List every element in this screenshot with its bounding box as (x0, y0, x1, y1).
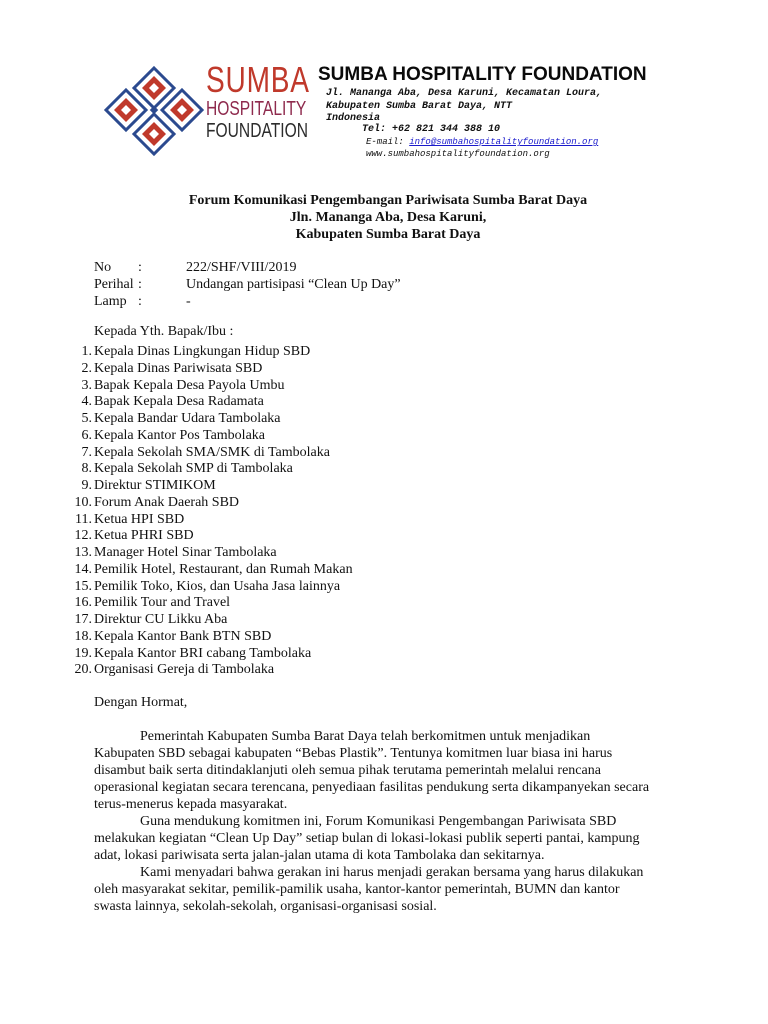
logo-wordmark (206, 59, 310, 142)
ref-label: Perihal (94, 276, 134, 292)
address-line: Jl. Mananga Aba, Desa Karuni, Kecamatan Loura, (326, 88, 603, 99)
org-email-line (366, 137, 598, 147)
ref-label: No (94, 260, 112, 275)
recipient-name: Kepala Bandar Udara Tambolaka (94, 411, 281, 426)
ref-value: 222/SHF/VIII/2019 (186, 260, 297, 275)
recipient-number: 4. (81, 394, 92, 410)
recipient-name: Pemilik Toko, Kios, dan Usaha Jasa lainnya (94, 578, 341, 594)
org-address (326, 88, 602, 126)
recipient-name: Kepala Sekolah SMP di Tambolaka (94, 461, 293, 477)
recipient-name: Pemilik Hotel, Restaurant, dan Rumah Makan (94, 561, 353, 577)
forum-heading (0, 192, 768, 243)
org-website[interactable]: www.sumbahospitalityfoundation.org (366, 149, 550, 159)
recipient-number: 6. (81, 427, 92, 443)
letter-body (94, 728, 654, 915)
email-link[interactable]: info@sumbahospitalityfoundation.org (409, 137, 599, 147)
recipient-number: 10. (74, 494, 92, 510)
org-name: SUMBA HOSPITALITY FOUNDATION (318, 64, 647, 85)
forum-heading-line: Kabupaten Sumba Barat Daya (295, 227, 481, 242)
ref-colon: : (138, 260, 142, 275)
ref-label: Lamp (94, 293, 127, 309)
foundation-logo (104, 59, 310, 162)
recipient-name: Kepala Kantor Pos Tambolaka (94, 427, 265, 443)
org-phone: Tel: +62 821 344 388 10 (362, 124, 501, 135)
recipient-number: 7. (81, 444, 92, 460)
recipient-heading: Kepada Yth. Bapak/Ibu : (94, 324, 234, 339)
address-line: Kabupaten Sumba Barat Daya, NTT (326, 100, 513, 112)
recipient-name: Pemilik Tour and Travel (94, 595, 231, 611)
recipient-name: Forum Anak Daerah SBD (94, 494, 240, 510)
recipient-number: 15. (74, 578, 92, 594)
recipient-name: Kepala Sekolah SMA/SMK di Tambolaka (94, 444, 330, 460)
logo-word-foundation: FOUNDATION (206, 120, 308, 142)
recipient-name: Ketua HPI SBD (94, 511, 185, 527)
recipient-name: Kepala Dinas Pariwisata SBD (94, 360, 263, 376)
recipient-number: 3. (81, 377, 92, 393)
forum-heading-line: Forum Komunikasi Pengembangan Pariwisata Sumba Barat Daya (188, 193, 588, 208)
body-paragraph: Pemerintah Kabupaten Sumba Barat Daya telah berkomitmen untuk menjadikan Kabupaten SBD sebagai kabupaten “Bebas Plastik”. Tentunya komitmen luar biasa ini harus disambut baik serta ditindaklanjuti oleh semua pihak terutama pemerintah melalui rencana operasional kegiatan secara terencana, penyediaan fasilitas pendukung serta dikampanyekan secara terus-menerus kepada masyarakat. (94, 729, 650, 812)
body-paragraph: Kami menyadari bahwa gerakan ini harus menjadi gerakan bersama yang harus dilakukan oleh masyarakat sekitar, pemilik-pamilik usaha, kantor-kantor pemerintah, BUMN dan kantor swasta lainnya, sekolah-sekolah, organisasi-organisasi sosial. (94, 865, 644, 914)
recipient-number: 2. (81, 360, 92, 376)
recipient-name: Bapak Kepala Desa Radamata (94, 394, 264, 410)
recipient-name: Manager Hotel Sinar Tambolaka (94, 545, 277, 560)
logo-word-sumba: SUMBA (206, 59, 310, 100)
recipient-number: 9. (81, 478, 92, 493)
body-paragraph: Guna mendukung komitmen ini, Forum Komunikasi Pengembangan Pariwisata SBD melakukan kegiatan “Clean Up Day” setiap bulan di lokasi-lokasi publik seperti pantai, kampung adat, lokasi pariwisata serta jalan-jalan utama di kota Tambolaka dan sekitarnya. (94, 814, 640, 863)
ref-value: - (186, 293, 191, 309)
recipient-number: 12. (74, 528, 92, 544)
recipient-number: 11. (75, 511, 92, 527)
recipient-name: Kepala Dinas Lingkungan Hidup SBD (94, 344, 311, 359)
ref-value: Undangan partisipasi “Clean Up Day” (186, 276, 401, 292)
recipient-name: Kepala Kantor Bank BTN SBD (94, 628, 272, 644)
recipient-name: Organisasi Gereja di Tambolaka (94, 662, 275, 678)
ref-colon: : (138, 276, 142, 292)
diamond-pattern-icon (104, 62, 204, 162)
recipient-number: 16. (74, 595, 92, 611)
recipient-number: 1. (81, 344, 92, 359)
recipient-number: 19. (74, 645, 92, 661)
logo-word-hospitality: HOSPITALITY (206, 98, 307, 120)
recipient-number: 18. (74, 628, 92, 644)
recipient-name: Ketua PHRI SBD (94, 528, 194, 544)
recipient-number: 17. (74, 612, 92, 627)
address-line: Indonesia (326, 113, 381, 124)
recipient-number: 8. (81, 461, 92, 477)
email-label: E-mail: (366, 137, 404, 147)
recipient-number: 13. (74, 545, 92, 560)
recipient-number: 5. (81, 411, 92, 426)
recipient-number: 14. (74, 561, 92, 577)
greeting: Dengan Hormat, (94, 695, 188, 710)
recipient-name: Direktur STIMIKOM (94, 478, 216, 493)
forum-heading-line: Jln. Mananga Aba, Desa Karuni, (289, 210, 487, 225)
ref-colon: : (138, 293, 142, 309)
recipient-name: Direktur CU Likku Aba (94, 612, 228, 627)
recipient-name: Kepala Kantor BRI cabang Tambolaka (94, 645, 312, 661)
recipient-number: 20. (74, 662, 92, 678)
recipient-name: Bapak Kepala Desa Payola Umbu (94, 377, 285, 393)
